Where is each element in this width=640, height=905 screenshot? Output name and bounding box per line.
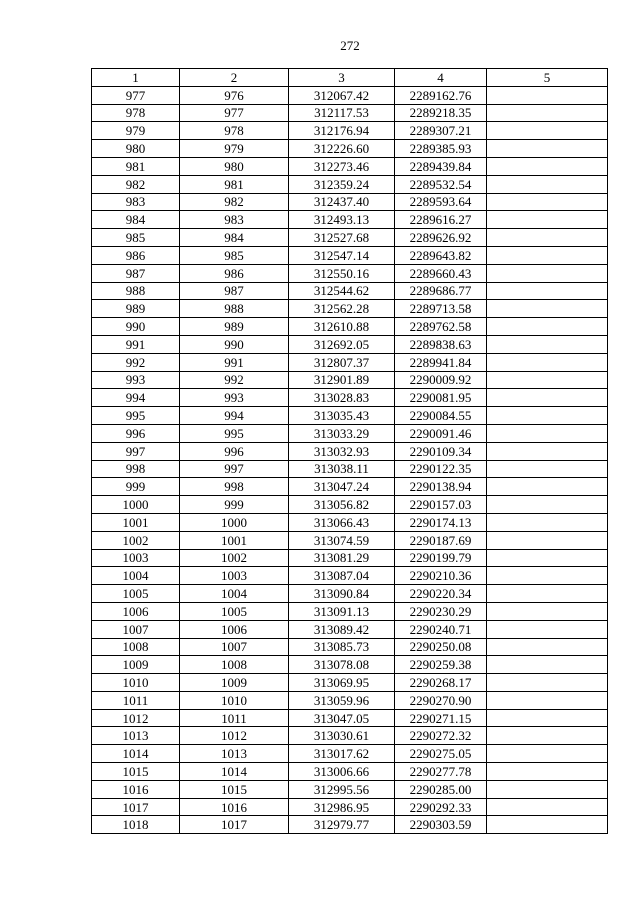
x-coordinate-cell: 313047.05 xyxy=(289,709,395,727)
note-cell xyxy=(487,157,608,175)
x-coordinate-cell: 313066.43 xyxy=(289,513,395,531)
previous-point-cell: 988 xyxy=(180,300,289,318)
previous-point-cell: 1000 xyxy=(180,513,289,531)
point-number-cell: 1017 xyxy=(92,798,180,816)
x-coordinate-cell: 312176.94 xyxy=(289,122,395,140)
column-header-3: 3 xyxy=(289,69,395,87)
point-number-cell: 993 xyxy=(92,371,180,389)
point-number-cell: 1006 xyxy=(92,602,180,620)
note-cell xyxy=(487,513,608,531)
point-number-cell: 1012 xyxy=(92,709,180,727)
note-cell xyxy=(487,602,608,620)
previous-point-cell: 1008 xyxy=(180,656,289,674)
y-coordinate-cell: 2290009.92 xyxy=(395,371,487,389)
note-cell xyxy=(487,816,608,834)
x-coordinate-cell: 312562.28 xyxy=(289,300,395,318)
x-coordinate-cell: 312493.13 xyxy=(289,211,395,229)
table-body xyxy=(92,86,608,833)
point-number-cell: 981 xyxy=(92,157,180,175)
x-coordinate-cell: 313006.66 xyxy=(289,763,395,781)
note-cell xyxy=(487,407,608,425)
y-coordinate-cell: 2290084.55 xyxy=(395,407,487,425)
x-coordinate-cell: 313069.95 xyxy=(289,674,395,692)
x-coordinate-cell: 312901.89 xyxy=(289,371,395,389)
previous-point-cell: 992 xyxy=(180,371,289,389)
y-coordinate-cell: 2290081.95 xyxy=(395,389,487,407)
table-row xyxy=(92,140,608,158)
note-cell xyxy=(487,763,608,781)
previous-point-cell: 983 xyxy=(180,211,289,229)
point-number-cell: 996 xyxy=(92,424,180,442)
table-row xyxy=(92,229,608,247)
previous-point-cell: 999 xyxy=(180,496,289,514)
point-number-cell: 1011 xyxy=(92,691,180,709)
y-coordinate-cell: 2290272.32 xyxy=(395,727,487,745)
table-row xyxy=(92,282,608,300)
point-number-cell: 1003 xyxy=(92,549,180,567)
table-row xyxy=(92,745,608,763)
point-number-cell: 1004 xyxy=(92,567,180,585)
x-coordinate-cell: 312359.24 xyxy=(289,175,395,193)
point-number-cell: 991 xyxy=(92,335,180,353)
table-row xyxy=(92,709,608,727)
previous-point-cell: 1017 xyxy=(180,816,289,834)
previous-point-cell: 1014 xyxy=(180,763,289,781)
previous-point-cell: 979 xyxy=(180,140,289,158)
y-coordinate-cell: 2289686.77 xyxy=(395,282,487,300)
previous-point-cell: 981 xyxy=(180,175,289,193)
previous-point-cell: 976 xyxy=(180,86,289,104)
y-coordinate-cell: 2289616.27 xyxy=(395,211,487,229)
table-row xyxy=(92,638,608,656)
table-row xyxy=(92,763,608,781)
previous-point-cell: 998 xyxy=(180,478,289,496)
previous-point-cell: 984 xyxy=(180,229,289,247)
previous-point-cell: 1007 xyxy=(180,638,289,656)
table-row xyxy=(92,353,608,371)
note-cell xyxy=(487,424,608,442)
point-number-cell: 978 xyxy=(92,104,180,122)
x-coordinate-cell: 313030.61 xyxy=(289,727,395,745)
y-coordinate-cell: 2290303.59 xyxy=(395,816,487,834)
previous-point-cell: 986 xyxy=(180,264,289,282)
previous-point-cell: 990 xyxy=(180,335,289,353)
x-coordinate-cell: 313089.42 xyxy=(289,620,395,638)
x-coordinate-cell: 313032.93 xyxy=(289,442,395,460)
table-row xyxy=(92,193,608,211)
previous-point-cell: 1012 xyxy=(180,727,289,745)
point-number-cell: 998 xyxy=(92,460,180,478)
previous-point-cell: 1009 xyxy=(180,674,289,692)
x-coordinate-cell: 312527.68 xyxy=(289,229,395,247)
table-row xyxy=(92,585,608,603)
y-coordinate-cell: 2289385.93 xyxy=(395,140,487,158)
note-cell xyxy=(487,140,608,158)
y-coordinate-cell: 2290240.71 xyxy=(395,620,487,638)
x-coordinate-cell: 313035.43 xyxy=(289,407,395,425)
previous-point-cell: 1003 xyxy=(180,567,289,585)
previous-point-cell: 991 xyxy=(180,353,289,371)
x-coordinate-cell: 312986.95 xyxy=(289,798,395,816)
table-row xyxy=(92,602,608,620)
column-header-5: 5 xyxy=(487,69,608,87)
table-row xyxy=(92,442,608,460)
note-cell xyxy=(487,531,608,549)
note-cell xyxy=(487,264,608,282)
previous-point-cell: 993 xyxy=(180,389,289,407)
note-cell xyxy=(487,442,608,460)
previous-point-cell: 982 xyxy=(180,193,289,211)
point-number-cell: 990 xyxy=(92,318,180,336)
y-coordinate-cell: 2289838.63 xyxy=(395,335,487,353)
note-cell xyxy=(487,353,608,371)
point-number-cell: 1018 xyxy=(92,816,180,834)
point-number-cell: 999 xyxy=(92,478,180,496)
table-row xyxy=(92,727,608,745)
table-row xyxy=(92,175,608,193)
previous-point-cell: 997 xyxy=(180,460,289,478)
table-row xyxy=(92,567,608,585)
note-cell xyxy=(487,193,608,211)
table-row xyxy=(92,460,608,478)
x-coordinate-cell: 312995.56 xyxy=(289,780,395,798)
table-header-row xyxy=(92,69,608,87)
table-row xyxy=(92,86,608,104)
previous-point-cell: 1006 xyxy=(180,620,289,638)
x-coordinate-cell: 313028.83 xyxy=(289,389,395,407)
x-coordinate-cell: 312226.60 xyxy=(289,140,395,158)
x-coordinate-cell: 313017.62 xyxy=(289,745,395,763)
y-coordinate-cell: 2289660.43 xyxy=(395,264,487,282)
note-cell xyxy=(487,567,608,585)
y-coordinate-cell: 2289626.92 xyxy=(395,229,487,247)
point-number-cell: 1010 xyxy=(92,674,180,692)
point-number-cell: 1007 xyxy=(92,620,180,638)
point-number-cell: 979 xyxy=(92,122,180,140)
x-coordinate-cell: 313038.11 xyxy=(289,460,395,478)
previous-point-cell: 1001 xyxy=(180,531,289,549)
x-coordinate-cell: 313056.82 xyxy=(289,496,395,514)
table-row xyxy=(92,620,608,638)
table-row xyxy=(92,264,608,282)
note-cell xyxy=(487,104,608,122)
y-coordinate-cell: 2290187.69 xyxy=(395,531,487,549)
point-number-cell: 980 xyxy=(92,140,180,158)
point-number-cell: 1001 xyxy=(92,513,180,531)
point-number-cell: 1002 xyxy=(92,531,180,549)
table-row xyxy=(92,246,608,264)
x-coordinate-cell: 313090.84 xyxy=(289,585,395,603)
y-coordinate-cell: 2290220.34 xyxy=(395,585,487,603)
previous-point-cell: 1005 xyxy=(180,602,289,620)
y-coordinate-cell: 2289439.84 xyxy=(395,157,487,175)
note-cell xyxy=(487,727,608,745)
note-cell xyxy=(487,709,608,727)
x-coordinate-cell: 313047.24 xyxy=(289,478,395,496)
column-header-4: 4 xyxy=(395,69,487,87)
table-row xyxy=(92,211,608,229)
point-number-cell: 989 xyxy=(92,300,180,318)
x-coordinate-cell: 312550.16 xyxy=(289,264,395,282)
table-row xyxy=(92,122,608,140)
point-number-cell: 1009 xyxy=(92,656,180,674)
table-row xyxy=(92,407,608,425)
x-coordinate-cell: 312692.05 xyxy=(289,335,395,353)
note-cell xyxy=(487,389,608,407)
point-number-cell: 995 xyxy=(92,407,180,425)
table-row xyxy=(92,371,608,389)
note-cell xyxy=(487,175,608,193)
table-row xyxy=(92,816,608,834)
y-coordinate-cell: 2290210.36 xyxy=(395,567,487,585)
y-coordinate-cell: 2290271.15 xyxy=(395,709,487,727)
y-coordinate-cell: 2290270.90 xyxy=(395,691,487,709)
table-row xyxy=(92,674,608,692)
y-coordinate-cell: 2289941.84 xyxy=(395,353,487,371)
note-cell xyxy=(487,335,608,353)
note-cell xyxy=(487,478,608,496)
previous-point-cell: 980 xyxy=(180,157,289,175)
point-number-cell: 1005 xyxy=(92,585,180,603)
coordinates-table xyxy=(91,68,608,834)
y-coordinate-cell: 2290259.38 xyxy=(395,656,487,674)
note-cell xyxy=(487,496,608,514)
table-row xyxy=(92,335,608,353)
point-number-cell: 987 xyxy=(92,264,180,282)
y-coordinate-cell: 2290174.13 xyxy=(395,513,487,531)
previous-point-cell: 1002 xyxy=(180,549,289,567)
point-number-cell: 1015 xyxy=(92,763,180,781)
previous-point-cell: 1004 xyxy=(180,585,289,603)
note-cell xyxy=(487,282,608,300)
previous-point-cell: 1011 xyxy=(180,709,289,727)
y-coordinate-cell: 2289643.82 xyxy=(395,246,487,264)
note-cell xyxy=(487,86,608,104)
y-coordinate-cell: 2290122.35 xyxy=(395,460,487,478)
column-header-1: 1 xyxy=(92,69,180,87)
y-coordinate-cell: 2290275.05 xyxy=(395,745,487,763)
previous-point-cell: 1010 xyxy=(180,691,289,709)
y-coordinate-cell: 2289713.58 xyxy=(395,300,487,318)
note-cell xyxy=(487,780,608,798)
y-coordinate-cell: 2290292.33 xyxy=(395,798,487,816)
point-number-cell: 982 xyxy=(92,175,180,193)
x-coordinate-cell: 313091.13 xyxy=(289,602,395,620)
x-coordinate-cell: 313087.04 xyxy=(289,567,395,585)
x-coordinate-cell: 313059.96 xyxy=(289,691,395,709)
x-coordinate-cell: 313078.08 xyxy=(289,656,395,674)
note-cell xyxy=(487,318,608,336)
y-coordinate-cell: 2290268.17 xyxy=(395,674,487,692)
note-cell xyxy=(487,122,608,140)
point-number-cell: 1013 xyxy=(92,727,180,745)
y-coordinate-cell: 2290277.78 xyxy=(395,763,487,781)
point-number-cell: 985 xyxy=(92,229,180,247)
y-coordinate-cell: 2290157.03 xyxy=(395,496,487,514)
point-number-cell: 1000 xyxy=(92,496,180,514)
table-row xyxy=(92,531,608,549)
x-coordinate-cell: 312437.40 xyxy=(289,193,395,211)
note-cell xyxy=(487,638,608,656)
point-number-cell: 988 xyxy=(92,282,180,300)
note-cell xyxy=(487,674,608,692)
y-coordinate-cell: 2290250.08 xyxy=(395,638,487,656)
point-number-cell: 992 xyxy=(92,353,180,371)
x-coordinate-cell: 312610.88 xyxy=(289,318,395,336)
note-cell xyxy=(487,585,608,603)
table-row xyxy=(92,496,608,514)
page-number: 272 xyxy=(340,38,360,53)
y-coordinate-cell: 2290230.29 xyxy=(395,602,487,620)
previous-point-cell: 994 xyxy=(180,407,289,425)
x-coordinate-cell: 312273.46 xyxy=(289,157,395,175)
previous-point-cell: 1016 xyxy=(180,798,289,816)
x-coordinate-cell: 312117.53 xyxy=(289,104,395,122)
note-cell xyxy=(487,371,608,389)
x-coordinate-cell: 312544.62 xyxy=(289,282,395,300)
note-cell xyxy=(487,549,608,567)
note-cell xyxy=(487,656,608,674)
previous-point-cell: 996 xyxy=(180,442,289,460)
point-number-cell: 1008 xyxy=(92,638,180,656)
table-row xyxy=(92,157,608,175)
x-coordinate-cell: 313074.59 xyxy=(289,531,395,549)
note-cell xyxy=(487,620,608,638)
note-cell xyxy=(487,798,608,816)
previous-point-cell: 1015 xyxy=(180,780,289,798)
y-coordinate-cell: 2289532.54 xyxy=(395,175,487,193)
x-coordinate-cell: 312979.77 xyxy=(289,816,395,834)
previous-point-cell: 987 xyxy=(180,282,289,300)
x-coordinate-cell: 312807.37 xyxy=(289,353,395,371)
note-cell xyxy=(487,300,608,318)
y-coordinate-cell: 2290199.79 xyxy=(395,549,487,567)
table-row xyxy=(92,513,608,531)
table-row xyxy=(92,318,608,336)
note-cell xyxy=(487,229,608,247)
x-coordinate-cell: 312067.42 xyxy=(289,86,395,104)
table-row xyxy=(92,300,608,318)
y-coordinate-cell: 2290285.00 xyxy=(395,780,487,798)
table-row xyxy=(92,656,608,674)
previous-point-cell: 995 xyxy=(180,424,289,442)
table-row xyxy=(92,691,608,709)
note-cell xyxy=(487,691,608,709)
table-row xyxy=(92,478,608,496)
y-coordinate-cell: 2289218.35 xyxy=(395,104,487,122)
point-number-cell: 997 xyxy=(92,442,180,460)
y-coordinate-cell: 2289593.64 xyxy=(395,193,487,211)
x-coordinate-cell: 312547.14 xyxy=(289,246,395,264)
note-cell xyxy=(487,246,608,264)
point-number-cell: 994 xyxy=(92,389,180,407)
note-cell xyxy=(487,745,608,763)
table-row xyxy=(92,424,608,442)
y-coordinate-cell: 2290091.46 xyxy=(395,424,487,442)
table-row xyxy=(92,104,608,122)
column-header-2: 2 xyxy=(180,69,289,87)
y-coordinate-cell: 2289762.58 xyxy=(395,318,487,336)
point-number-cell: 977 xyxy=(92,86,180,104)
previous-point-cell: 989 xyxy=(180,318,289,336)
y-coordinate-cell: 2290138.94 xyxy=(395,478,487,496)
note-cell xyxy=(487,460,608,478)
previous-point-cell: 1013 xyxy=(180,745,289,763)
x-coordinate-cell: 313085.73 xyxy=(289,638,395,656)
point-number-cell: 984 xyxy=(92,211,180,229)
previous-point-cell: 978 xyxy=(180,122,289,140)
table-row xyxy=(92,798,608,816)
y-coordinate-cell: 2289162.76 xyxy=(395,86,487,104)
x-coordinate-cell: 313081.29 xyxy=(289,549,395,567)
previous-point-cell: 977 xyxy=(180,104,289,122)
table-row xyxy=(92,780,608,798)
point-number-cell: 986 xyxy=(92,246,180,264)
table-row xyxy=(92,389,608,407)
previous-point-cell: 985 xyxy=(180,246,289,264)
point-number-cell: 1014 xyxy=(92,745,180,763)
x-coordinate-cell: 313033.29 xyxy=(289,424,395,442)
point-number-cell: 1016 xyxy=(92,780,180,798)
y-coordinate-cell: 2290109.34 xyxy=(395,442,487,460)
point-number-cell: 983 xyxy=(92,193,180,211)
note-cell xyxy=(487,211,608,229)
table-row xyxy=(92,549,608,567)
y-coordinate-cell: 2289307.21 xyxy=(395,122,487,140)
